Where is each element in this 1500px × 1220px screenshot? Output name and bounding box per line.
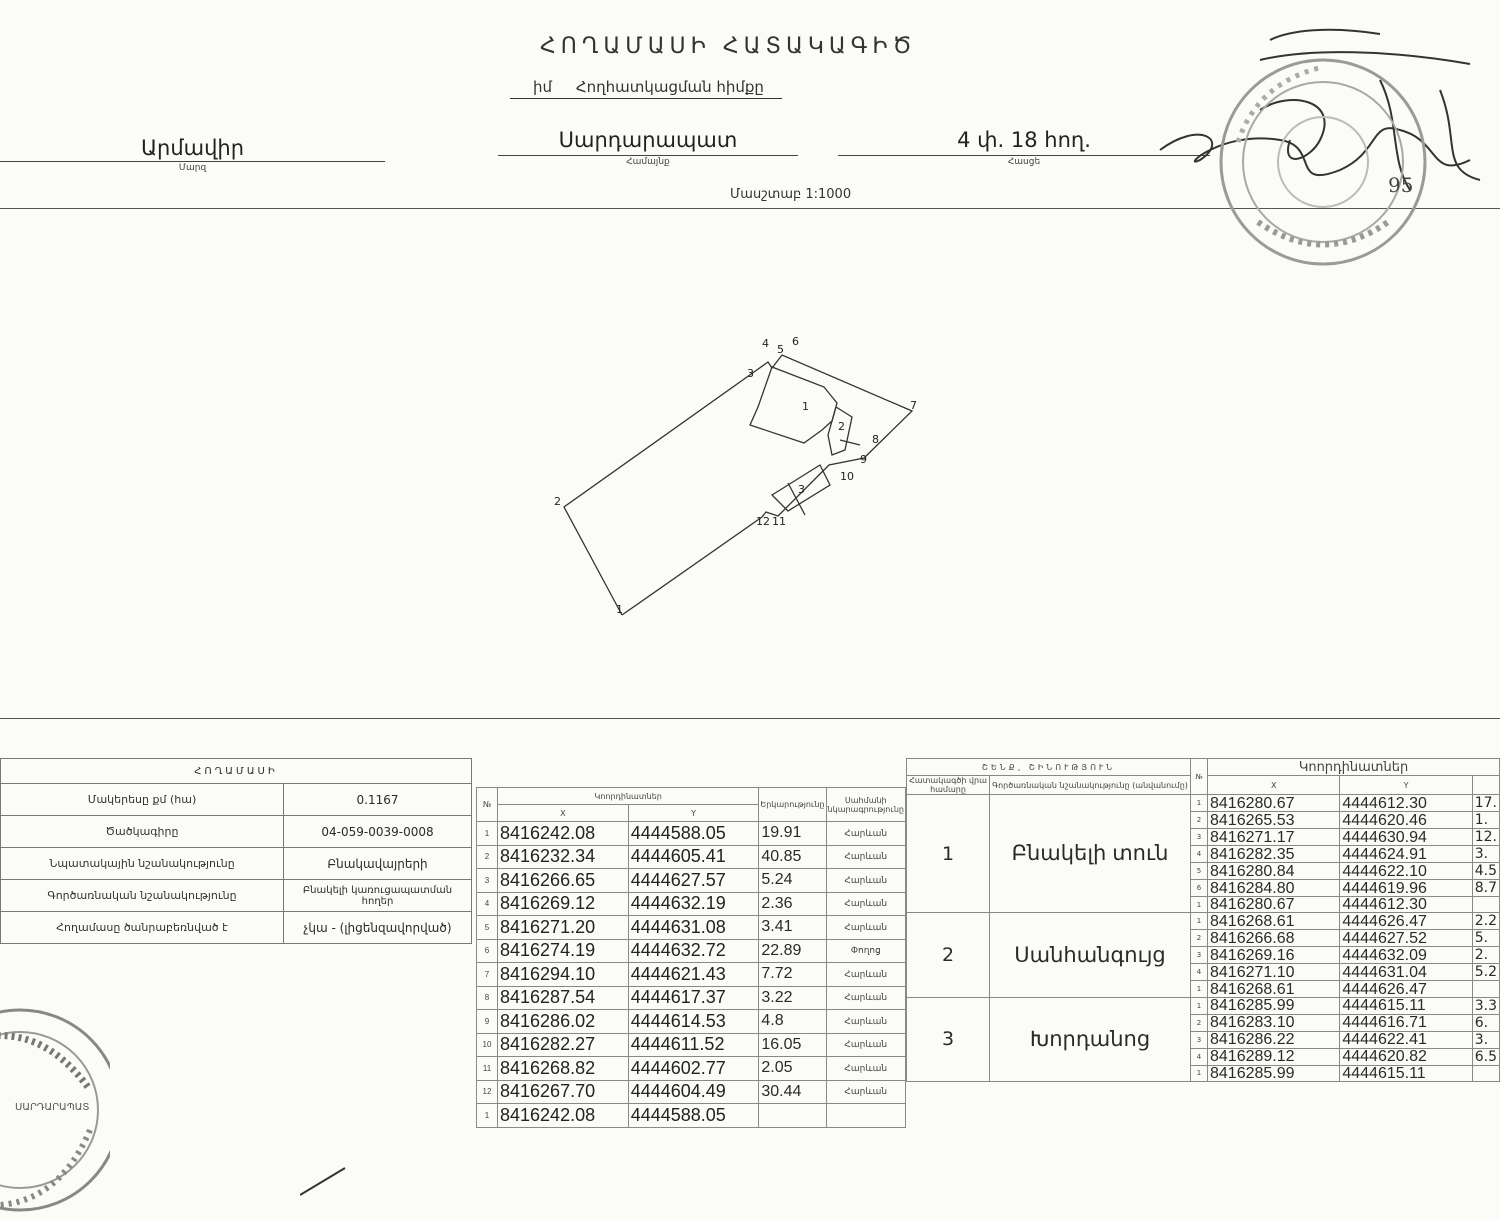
boundary-type: Հարևան	[826, 986, 905, 1010]
boundary-type: Հարևան	[826, 822, 905, 846]
parcel-boundary	[564, 355, 912, 615]
point-y: 4444588.05	[628, 1104, 759, 1128]
point-y: 4444605.41	[628, 845, 759, 869]
boundary-type: Հարևան	[826, 845, 905, 869]
building-coords-header: Կոորդինատներ	[1208, 759, 1500, 776]
parcel-value: չկա - (լիցենզավորված)	[284, 912, 472, 944]
building-point-number: 5	[1191, 863, 1208, 880]
boundary-coordinates-table	[476, 787, 906, 1128]
building-point-x: 8416280.67	[1208, 795, 1340, 812]
col-x-header: X	[498, 805, 629, 822]
building-point-y: 4444619.96	[1340, 880, 1472, 897]
building-segment-length: 1.	[1472, 812, 1499, 829]
boundary-type: Հարևան	[826, 1057, 905, 1081]
table-row	[477, 1033, 906, 1057]
point-x: 8416232.34	[498, 845, 629, 869]
plan-point-7: 7	[910, 399, 917, 412]
table-row	[477, 869, 906, 893]
official-stamp	[1218, 52, 1428, 272]
building-point-y: 4444612.30	[1340, 795, 1472, 812]
community-caption: Համայնք	[626, 157, 670, 167]
table-row	[477, 939, 906, 963]
building-point-y: 4444615.11	[1340, 1065, 1472, 1081]
stamp-date: 95	[1388, 173, 1414, 197]
building-point-number: 3	[1191, 829, 1208, 846]
building-segment-length: 6.5	[1472, 1048, 1499, 1065]
parcel-label: Ծածկագիրը	[1, 816, 284, 848]
point-x: 8416267.70	[498, 1080, 629, 1104]
table-row	[1, 816, 472, 848]
point-number: 12	[477, 1080, 498, 1104]
boundary-type: Հարևան	[826, 1033, 905, 1057]
plan-point-1: 1	[616, 603, 623, 616]
segment-length: 4.8	[759, 1010, 826, 1034]
building-point-x: 8416286.22	[1208, 1031, 1340, 1048]
building-point-number: 1	[1191, 913, 1208, 930]
building-point-x: 8416289.12	[1208, 1048, 1340, 1065]
plan-point-2: 2	[554, 495, 561, 508]
building-point-x: 8416265.53	[1208, 812, 1340, 829]
building-point-y: 4444630.94	[1340, 829, 1472, 846]
segment-length: 3.41	[759, 916, 826, 940]
owner-line-text	[533, 78, 764, 96]
boundary-type: Փողոց	[826, 939, 905, 963]
signature-stroke	[300, 1160, 360, 1200]
point-number: 2	[477, 845, 498, 869]
table-row	[477, 822, 906, 846]
building-point-y: 4444616.71	[1340, 1014, 1472, 1031]
point-y: 4444632.72	[628, 939, 759, 963]
point-num-header: №	[1191, 759, 1208, 795]
building-num-header: Հատակագծի վրա համարը	[907, 776, 990, 795]
building-point-x: 8416268.61	[1208, 981, 1340, 997]
col-type-header: Սահմանի նկարագրությունը	[826, 788, 905, 822]
segment-length: 19.91	[759, 822, 826, 846]
segment-length: 2.05	[759, 1057, 826, 1081]
point-number: 7	[477, 963, 498, 987]
point-x: 8416294.10	[498, 963, 629, 987]
point-number: 1	[477, 1104, 498, 1128]
building-point-x: 8416271.10	[1208, 964, 1340, 981]
table-row	[477, 1057, 906, 1081]
building-segment-length: 3.	[1472, 846, 1499, 863]
building-point-number: 2	[1191, 1014, 1208, 1031]
address-caption: Հասցե	[1007, 157, 1041, 167]
table-row	[477, 892, 906, 916]
point-x: 8416271.20	[498, 916, 629, 940]
table-row	[1, 784, 472, 816]
table-row	[477, 1080, 906, 1104]
building-point-y: 4444620.82	[1340, 1048, 1472, 1065]
parcel-label: Նպատակային նշանակությունը	[1, 848, 284, 880]
building-segment-length	[1472, 981, 1499, 997]
parcel-value: Բնակավայրերի	[284, 848, 472, 880]
table-row	[477, 916, 906, 940]
point-number: 10	[477, 1033, 498, 1057]
plan-point-9: 9	[860, 453, 867, 466]
building-segment-length: 12.	[1472, 829, 1499, 846]
building-point-x: 8416268.61	[1208, 913, 1340, 930]
building-segment-length: 6.	[1472, 1014, 1499, 1031]
building-point-y: 4444624.91	[1340, 846, 1472, 863]
boundary-type: Հարևան	[826, 916, 905, 940]
point-y: 4444621.43	[628, 963, 759, 987]
building-y-header: Y	[1340, 776, 1472, 795]
plan-building-1: 1	[802, 400, 809, 413]
building-segment-length: 2.	[1472, 947, 1499, 964]
building-house	[750, 367, 837, 443]
point-number: 4	[477, 892, 498, 916]
building-point-number: 4	[1191, 846, 1208, 863]
building-point-number: 4	[1191, 964, 1208, 981]
building-segment-length: 3.3	[1472, 997, 1499, 1014]
col-coords-header: Կոորդինատներ	[498, 788, 759, 805]
buildings-table	[906, 758, 1500, 1082]
building-point-number: 1	[1191, 1065, 1208, 1081]
community-value: Սարդարապատ	[558, 128, 738, 152]
building-point-number: 2	[1191, 930, 1208, 947]
building-segment-length: 17.	[1472, 795, 1499, 812]
building-number: 1	[907, 795, 990, 913]
plan-building-3: 3	[798, 483, 805, 496]
plan-building-2: 2	[838, 420, 845, 433]
marz-value: Արմավիր	[140, 136, 245, 160]
parcel-label: Գործառնական նշանակությունը	[1, 880, 284, 912]
boundary-type: Հարևան	[826, 892, 905, 916]
building-purpose-header: Գործառնական նշանակությունը (անվանումը)	[990, 776, 1191, 795]
segment-length: 5.24	[759, 869, 826, 893]
point-y: 4444627.57	[628, 869, 759, 893]
plan-point-3: 3	[747, 367, 754, 380]
parcel-label: Հողամասը ծանրաբեռնված է	[1, 912, 284, 944]
document-title: ՀՈՂԱՄԱՍԻ ՀԱՏԱԿԱԳԻԾ	[540, 34, 917, 59]
building-point-number: 4	[1191, 1048, 1208, 1065]
table-row	[477, 845, 906, 869]
point-x: 8416282.27	[498, 1033, 629, 1057]
table-row	[1, 880, 472, 912]
building-point-y: 4444615.11	[1340, 997, 1472, 1014]
boundary-type: Հարևան	[826, 1080, 905, 1104]
plan-point-8: 8	[872, 433, 879, 446]
building-point-y: 4444620.46	[1340, 812, 1472, 829]
point-number: 6	[477, 939, 498, 963]
plan-point-10: 10	[840, 470, 854, 483]
building-purpose: Սանհանգույց	[990, 913, 1191, 997]
segment-length: 16.05	[759, 1033, 826, 1057]
building-point-x: 8416284.80	[1208, 880, 1340, 897]
building-point-x: 8416282.35	[1208, 846, 1340, 863]
table-row	[477, 1010, 906, 1034]
point-y: 4444632.19	[628, 892, 759, 916]
building-point-x: 8416280.84	[1208, 863, 1340, 880]
building-number: 3	[907, 997, 990, 1081]
point-number: 11	[477, 1057, 498, 1081]
parcel-info-table	[0, 758, 472, 944]
building-point-number: 1	[1191, 997, 1208, 1014]
boundary-type: Հարևան	[826, 869, 905, 893]
building-point-number: 1	[1191, 981, 1208, 997]
point-y: 4444631.08	[628, 916, 759, 940]
building-point-x: 8416285.99	[1208, 997, 1340, 1014]
point-number: 5	[477, 916, 498, 940]
point-x: 8416287.54	[498, 986, 629, 1010]
address-value: 4 փ. 18 հող.	[957, 128, 1091, 152]
table-row	[477, 986, 906, 1010]
point-x: 8416266.65	[498, 869, 629, 893]
building-segment-length: 3.	[1472, 1031, 1499, 1048]
building-segment-length	[1472, 1065, 1499, 1081]
lower-left-stamp	[0, 1000, 110, 1220]
building-purpose: Խորդանոց	[990, 997, 1191, 1081]
point-y: 4444604.49	[628, 1080, 759, 1104]
marz-caption: Մարզ	[178, 163, 207, 173]
table-row	[1, 848, 472, 880]
table-row	[907, 997, 1500, 1014]
point-x: 8416286.02	[498, 1010, 629, 1034]
point-y: 4444602.77	[628, 1057, 759, 1081]
parcel-value: 0.1167	[284, 784, 472, 816]
parcel-heading: ՀՈՂԱՄԱՍԻ	[1, 759, 472, 784]
point-y: 4444588.05	[628, 822, 759, 846]
point-number: 1	[477, 822, 498, 846]
segment-length: 40.85	[759, 845, 826, 869]
plan-point-11: 11	[772, 515, 786, 528]
building-point-number: 1	[1191, 897, 1208, 913]
building-point-y: 4444622.41	[1340, 1031, 1472, 1048]
building-point-y: 4444631.04	[1340, 964, 1472, 981]
boundary-type: Հարևան	[826, 963, 905, 987]
point-y: 4444617.37	[628, 986, 759, 1010]
segment-length: 22.89	[759, 939, 826, 963]
building-point-number: 1	[1191, 795, 1208, 812]
parcel-value: 04-059-0039-0008	[284, 816, 472, 848]
point-number: 9	[477, 1010, 498, 1034]
segment-length: 30.44	[759, 1080, 826, 1104]
building-segment-length: 5.2	[1472, 964, 1499, 981]
point-y: 4444611.52	[628, 1033, 759, 1057]
parcel-value: Բնակելի կառուցապատման հողեր	[284, 880, 472, 912]
table-row	[907, 913, 1500, 930]
owner-prefix: իմ	[533, 78, 553, 96]
community-underline	[498, 155, 798, 156]
building-point-x: 8416283.10	[1208, 1014, 1340, 1031]
plan-point-4: 4	[762, 337, 769, 350]
building-point-x: 8416280.67	[1208, 897, 1340, 913]
table-row	[477, 1104, 906, 1128]
point-x: 8416242.08	[498, 1104, 629, 1128]
boundary-type: Հարևան	[826, 1010, 905, 1034]
owner-underline	[510, 98, 782, 99]
building-point-x: 8416269.16	[1208, 947, 1340, 964]
building-len-header	[1472, 776, 1499, 795]
scale-label: Մասշտաբ 1:1000	[730, 187, 852, 202]
point-y: 4444614.53	[628, 1010, 759, 1034]
building-segment-length: 8.7	[1472, 880, 1499, 897]
col-len-header: Երկարությունը	[759, 788, 826, 822]
point-x: 8416242.08	[498, 822, 629, 846]
building-point-number: 6	[1191, 880, 1208, 897]
segment-length	[759, 1104, 826, 1128]
building-x-header: X	[1208, 776, 1340, 795]
boundary-type	[826, 1104, 905, 1128]
building-point-y: 4444626.47	[1340, 913, 1472, 930]
table-row	[907, 795, 1500, 812]
segment-length: 7.72	[759, 963, 826, 987]
parcel-label: Մակերեսը քմ (հա)	[1, 784, 284, 816]
point-number: 8	[477, 986, 498, 1010]
building-point-number: 3	[1191, 947, 1208, 964]
building-segment-length: 4.5	[1472, 863, 1499, 880]
point-number: 3	[477, 869, 498, 893]
building-point-y: 4444626.47	[1340, 981, 1472, 997]
building-point-x: 8416271.17	[1208, 829, 1340, 846]
plan-point-5: 5	[777, 343, 784, 356]
building-point-y: 4444632.09	[1340, 947, 1472, 964]
building-point-y: 4444612.30	[1340, 897, 1472, 913]
marz-underline	[0, 161, 385, 162]
building-point-x: 8416285.99	[1208, 1065, 1340, 1081]
building-purpose: Բնակելի տուն	[990, 795, 1191, 913]
point-x: 8416269.12	[498, 892, 629, 916]
col-y-header: Y	[628, 805, 759, 822]
table-divider	[0, 718, 1500, 719]
building-point-y: 4444627.52	[1340, 930, 1472, 947]
building-number: 2	[907, 913, 990, 997]
table-row	[477, 963, 906, 987]
building-segment-length	[1472, 897, 1499, 913]
building-point-x: 8416266.68	[1208, 930, 1340, 947]
owner-text: Հողհատկացման հիմքը	[575, 78, 764, 96]
building-segment-length: 5.	[1472, 930, 1499, 947]
site-plan-drawing	[540, 325, 940, 625]
plan-point-12: 12	[756, 515, 770, 528]
stamp2-text: ՍԱՐԴԱՐԱՊԱՏ	[15, 1102, 90, 1113]
plan-point-6: 6	[792, 335, 799, 348]
building-point-y: 4444622.10	[1340, 863, 1472, 880]
segment-length: 2.36	[759, 892, 826, 916]
table-row	[1, 912, 472, 944]
building-point-number: 2	[1191, 812, 1208, 829]
building-segment-length: 2.2	[1472, 913, 1499, 930]
col-num-header: №	[477, 788, 498, 822]
segment-length: 3.22	[759, 986, 826, 1010]
point-x: 8416274.19	[498, 939, 629, 963]
point-x: 8416268.82	[498, 1057, 629, 1081]
buildings-heading: ՇԵՆՔ, ՇԻՆՈՒԹՅՈՒՆ	[907, 759, 1191, 776]
building-point-number: 3	[1191, 1031, 1208, 1048]
